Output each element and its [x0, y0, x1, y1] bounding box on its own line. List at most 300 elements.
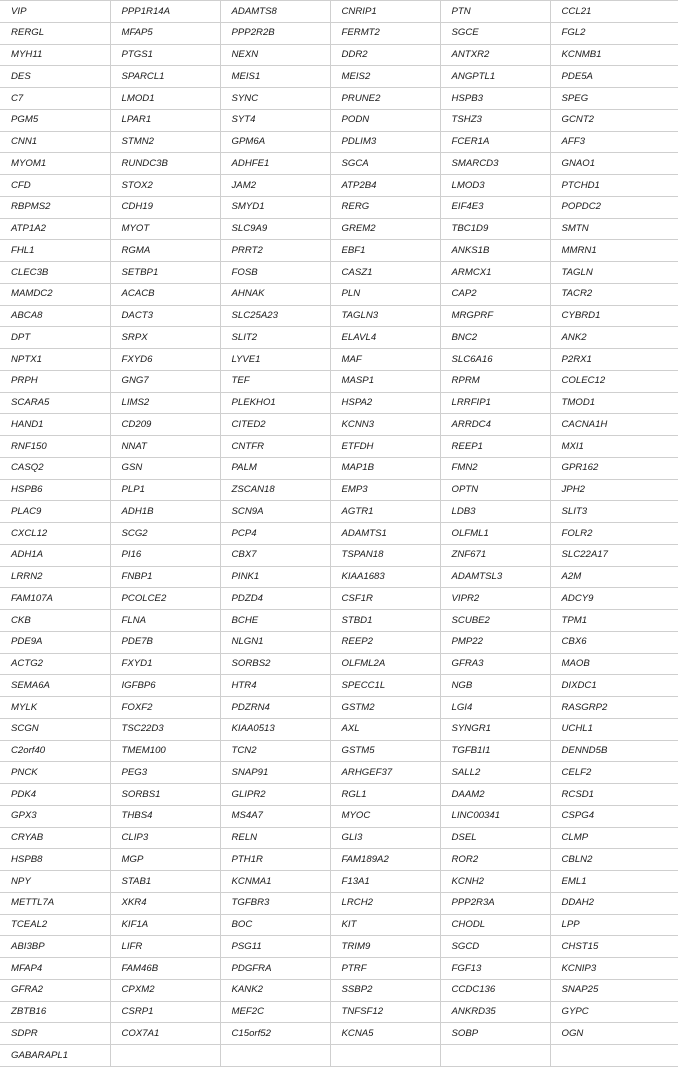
table-row [0, 827, 678, 849]
table-row [0, 610, 678, 632]
gene-cell: ANGPTL1 [440, 66, 550, 88]
gene-cell: SYT4 [220, 109, 330, 131]
gene-cell: SSBP2 [330, 979, 440, 1001]
gene-cell: FERMT2 [330, 22, 440, 44]
gene-cell: TMOD1 [550, 392, 678, 414]
gene-cell: PNCK [0, 762, 110, 784]
table-row [0, 784, 678, 806]
table-row [0, 1001, 678, 1023]
gene-cell: FXYD6 [110, 349, 220, 371]
gene-cell: PRRT2 [220, 240, 330, 262]
gene-cell: CELF2 [550, 762, 678, 784]
gene-cell: RUNDC3B [110, 153, 220, 175]
gene-cell: REEP2 [330, 631, 440, 653]
gene-cell: GREM2 [330, 218, 440, 240]
gene-cell: CXCL12 [0, 523, 110, 545]
table-row [0, 109, 678, 131]
gene-cell: ANTXR2 [440, 44, 550, 66]
gene-cell: GLIPR2 [220, 784, 330, 806]
gene-cell: NGB [440, 675, 550, 697]
gene-cell: TACR2 [550, 283, 678, 305]
gene-cell: SDPR [0, 1023, 110, 1045]
gene-cell: GPM6A [220, 131, 330, 153]
gene-cell: SCUBE2 [440, 610, 550, 632]
gene-cell: CBX6 [550, 631, 678, 653]
gene-cell: LPAR1 [110, 109, 220, 131]
gene-cell: MYOT [110, 218, 220, 240]
gene-cell: CNN1 [0, 131, 110, 153]
gene-cell: STBD1 [330, 610, 440, 632]
gene-cell: CASZ1 [330, 262, 440, 284]
gene-cell: F13A1 [330, 871, 440, 893]
gene-cell: MFAP5 [110, 22, 220, 44]
gene-cell: DAAM2 [440, 784, 550, 806]
gene-cell: FXYD1 [110, 653, 220, 675]
gene-cell: FAM46B [110, 958, 220, 980]
gene-cell: JPH2 [550, 479, 678, 501]
gene-cell: PTGS1 [110, 44, 220, 66]
gene-cell: ADH1B [110, 501, 220, 523]
gene-cell: PINK1 [220, 566, 330, 588]
gene-cell [220, 1045, 330, 1067]
gene-cell: PDZD4 [220, 588, 330, 610]
gene-cell [440, 1045, 550, 1067]
gene-cell: MEIS1 [220, 66, 330, 88]
gene-cell: LMOD3 [440, 175, 550, 197]
gene-cell: FOSB [220, 262, 330, 284]
gene-cell: PPP2R2B [220, 22, 330, 44]
table-row [0, 88, 678, 110]
gene-cell: MAP1B [330, 457, 440, 479]
gene-cell: PTCHD1 [550, 175, 678, 197]
gene-cell: KCNH2 [440, 871, 550, 893]
gene-cell: MEIS2 [330, 66, 440, 88]
gene-cell: ANKRD35 [440, 1001, 550, 1023]
gene-cell: DSEL [440, 827, 550, 849]
gene-cell: ADAMTS8 [220, 1, 330, 23]
gene-cell: CNRIP1 [330, 1, 440, 23]
gene-cell: PCP4 [220, 523, 330, 545]
table-row [0, 958, 678, 980]
gene-cell: MAOB [550, 653, 678, 675]
gene-cell: NPY [0, 871, 110, 893]
gene-cell: DACT3 [110, 305, 220, 327]
table-row [0, 240, 678, 262]
gene-cell: MS4A7 [220, 805, 330, 827]
gene-cell: ROR2 [440, 849, 550, 871]
gene-cell: SOBP [440, 1023, 550, 1045]
gene-cell: SYNGR1 [440, 718, 550, 740]
gene-cell: ZNF671 [440, 544, 550, 566]
gene-cell: PEG3 [110, 762, 220, 784]
gene-cell: FCER1A [440, 131, 550, 153]
gene-cell: ARHGEF37 [330, 762, 440, 784]
gene-cell: NEXN [220, 44, 330, 66]
gene-cell: DDR2 [330, 44, 440, 66]
gene-cell: KIAA1683 [330, 566, 440, 588]
gene-cell: AFF3 [550, 131, 678, 153]
gene-cell: AHNAK [220, 283, 330, 305]
gene-cell: CLMP [550, 827, 678, 849]
table-row [0, 762, 678, 784]
table-row [0, 22, 678, 44]
gene-cell: FNBP1 [110, 566, 220, 588]
gene-cell: LINC00341 [440, 805, 550, 827]
gene-cell: TSC22D3 [110, 718, 220, 740]
table-row [0, 871, 678, 893]
gene-cell: LPP [550, 914, 678, 936]
gene-cell: FAM107A [0, 588, 110, 610]
gene-cell: ABCA8 [0, 305, 110, 327]
gene-cell: GNAO1 [550, 153, 678, 175]
gene-cell: GLI3 [330, 827, 440, 849]
gene-cell: FHL1 [0, 240, 110, 262]
table-row [0, 1045, 678, 1067]
gene-cell: KCNMB1 [550, 44, 678, 66]
gene-cell: PCOLCE2 [110, 588, 220, 610]
gene-cell: SMTN [550, 218, 678, 240]
gene-cell: CITED2 [220, 414, 330, 436]
gene-cell: KCNN3 [330, 414, 440, 436]
gene-cell: LIFR [110, 936, 220, 958]
table-row [0, 327, 678, 349]
table-row [0, 349, 678, 371]
gene-cell: TCN2 [220, 740, 330, 762]
gene-cell: SGCA [330, 153, 440, 175]
gene-cell: NNAT [110, 436, 220, 458]
gene-cell: A2M [550, 566, 678, 588]
table-row [0, 370, 678, 392]
gene-cell: VIPR2 [440, 588, 550, 610]
gene-cell: MEF2C [220, 1001, 330, 1023]
gene-cell: EIF4E3 [440, 196, 550, 218]
gene-cell: PDK4 [0, 784, 110, 806]
gene-cell: STOX2 [110, 175, 220, 197]
gene-cell: SCGN [0, 718, 110, 740]
gene-cell: CNTFR [220, 436, 330, 458]
gene-cell: CCDC136 [440, 979, 550, 1001]
gene-cell: FLNA [110, 610, 220, 632]
gene-cell: MYOC [330, 805, 440, 827]
gene-cell: DDAH2 [550, 892, 678, 914]
gene-cell: LYVE1 [220, 349, 330, 371]
gene-cell: NPTX1 [0, 349, 110, 371]
gene-cell: COX7A1 [110, 1023, 220, 1045]
gene-cell: FGF13 [440, 958, 550, 980]
gene-cell: STMN2 [110, 131, 220, 153]
gene-cell: SALL2 [440, 762, 550, 784]
gene-cell: PTN [440, 1, 550, 23]
gene-cell: PDZRN4 [220, 697, 330, 719]
gene-cell: TMEM100 [110, 740, 220, 762]
table-row [0, 740, 678, 762]
table-row [0, 631, 678, 653]
gene-cell: GFRA3 [440, 653, 550, 675]
table-row [0, 653, 678, 675]
gene-cell: DIXDC1 [550, 675, 678, 697]
gene-cell: KIF1A [110, 914, 220, 936]
gene-cell: HSPA2 [330, 392, 440, 414]
gene-cell: ARRDC4 [440, 414, 550, 436]
gene-cell: ADHFE1 [220, 153, 330, 175]
gene-cell: SLC25A23 [220, 305, 330, 327]
table-row [0, 566, 678, 588]
gene-cell: P2RX1 [550, 349, 678, 371]
table-row [0, 457, 678, 479]
gene-cell: MASP1 [330, 370, 440, 392]
gene-cell: PDLIM3 [330, 131, 440, 153]
gene-cell: SCARA5 [0, 392, 110, 414]
gene-cell: ZSCAN18 [220, 479, 330, 501]
gene-cell: KIT [330, 914, 440, 936]
gene-cell: CYBRD1 [550, 305, 678, 327]
gene-cell: FAM189A2 [330, 849, 440, 871]
gene-cell: KCNA5 [330, 1023, 440, 1045]
gene-cell: HSPB8 [0, 849, 110, 871]
gene-cell: CFD [0, 175, 110, 197]
gene-cell: SGCE [440, 22, 550, 44]
gene-cell: SYNC [220, 88, 330, 110]
table-row [0, 501, 678, 523]
gene-cell: CHODL [440, 914, 550, 936]
gene-cell: CDH19 [110, 196, 220, 218]
gene-cell: PGM5 [0, 109, 110, 131]
gene-cell: SPECC1L [330, 675, 440, 697]
gene-cell: RGMA [110, 240, 220, 262]
gene-cell: HTR4 [220, 675, 330, 697]
gene-cell: CSRP1 [110, 1001, 220, 1023]
gene-cell: RASGRP2 [550, 697, 678, 719]
gene-cell: JAM2 [220, 175, 330, 197]
gene-cell: PTH1R [220, 849, 330, 871]
table-row [0, 523, 678, 545]
gene-cell: GSTM2 [330, 697, 440, 719]
gene-cell: ATP2B4 [330, 175, 440, 197]
gene-cell: RELN [220, 827, 330, 849]
gene-cell: PLAC9 [0, 501, 110, 523]
gene-cell: GCNT2 [550, 109, 678, 131]
table-row [0, 153, 678, 175]
gene-cell: RCSD1 [550, 784, 678, 806]
table-row [0, 436, 678, 458]
gene-cell: TNFSF12 [330, 1001, 440, 1023]
gene-cell: MFAP4 [0, 958, 110, 980]
table-row [0, 479, 678, 501]
gene-cell: PRPH [0, 370, 110, 392]
gene-cell: OPTN [440, 479, 550, 501]
gene-cell: ACTG2 [0, 653, 110, 675]
table-row [0, 544, 678, 566]
gene-cell: SLC6A16 [440, 349, 550, 371]
gene-cell: ACACB [110, 283, 220, 305]
gene-cell: AXL [330, 718, 440, 740]
gene-cell: LRRN2 [0, 566, 110, 588]
gene-cell: FOLR2 [550, 523, 678, 545]
gene-cell: GNG7 [110, 370, 220, 392]
gene-cell: DES [0, 66, 110, 88]
gene-cell: ARMCX1 [440, 262, 550, 284]
table-row [0, 697, 678, 719]
gene-cell: HSPB6 [0, 479, 110, 501]
gene-cell: SORBS2 [220, 653, 330, 675]
gene-cell: DPT [0, 327, 110, 349]
gene-cell: SLIT3 [550, 501, 678, 523]
gene-cell: RPRM [440, 370, 550, 392]
gene-cell: SPARCL1 [110, 66, 220, 88]
gene-cell: SLIT2 [220, 327, 330, 349]
gene-cell: ADAMTSL3 [440, 566, 550, 588]
table-row [0, 718, 678, 740]
table-row [0, 675, 678, 697]
gene-cell: TRIM9 [330, 936, 440, 958]
table-row [0, 283, 678, 305]
gene-cell: SMARCD3 [440, 153, 550, 175]
gene-cell: PRUNE2 [330, 88, 440, 110]
gene-cell [330, 1045, 440, 1067]
gene-cell: FGL2 [550, 22, 678, 44]
gene-cell: LRRFIP1 [440, 392, 550, 414]
gene-cell: TGFBR3 [220, 892, 330, 914]
gene-cell: EML1 [550, 871, 678, 893]
gene-cell: ADAMTS1 [330, 523, 440, 545]
gene-cell: SCN9A [220, 501, 330, 523]
gene-cell: LIMS2 [110, 392, 220, 414]
gene-cell [110, 1045, 220, 1067]
gene-cell: TPM1 [550, 610, 678, 632]
table-row [0, 44, 678, 66]
gene-cell: GPX3 [0, 805, 110, 827]
table-row [0, 849, 678, 871]
gene-cell: PODN [330, 109, 440, 131]
gene-cell: FMN2 [440, 457, 550, 479]
gene-cell: RBPMS2 [0, 196, 110, 218]
gene-cell: GSTM5 [330, 740, 440, 762]
gene-cell: CHST15 [550, 936, 678, 958]
gene-cell: CLIP3 [110, 827, 220, 849]
gene-cell: IGFBP6 [110, 675, 220, 697]
gene-cell: LMOD1 [110, 88, 220, 110]
gene-cell: HAND1 [0, 414, 110, 436]
gene-cell: TSHZ3 [440, 109, 550, 131]
gene-cell: MAF [330, 349, 440, 371]
table-row [0, 392, 678, 414]
gene-cell: CD209 [110, 414, 220, 436]
table-row [0, 914, 678, 936]
gene-cell: SPEG [550, 88, 678, 110]
gene-cell: EBF1 [330, 240, 440, 262]
gene-cell: TAGLN [550, 262, 678, 284]
gene-cell: PLN [330, 283, 440, 305]
gene-cell: CLEC3B [0, 262, 110, 284]
gene-cell: C2orf40 [0, 740, 110, 762]
gene-cell: SLC9A9 [220, 218, 330, 240]
gene-cell: ZBTB16 [0, 1001, 110, 1023]
gene-cell: KCNIP3 [550, 958, 678, 980]
gene-cell: UCHL1 [550, 718, 678, 740]
gene-cell: SORBS1 [110, 784, 220, 806]
gene-cell: CACNA1H [550, 414, 678, 436]
gene-cell: TEF [220, 370, 330, 392]
gene-cell: CRYAB [0, 827, 110, 849]
gene-cell: BOC [220, 914, 330, 936]
gene-cell: THBS4 [110, 805, 220, 827]
gene-cell: TSPAN18 [330, 544, 440, 566]
gene-cell: DENND5B [550, 740, 678, 762]
gene-cell: MMRN1 [550, 240, 678, 262]
gene-cell: KIAA0513 [220, 718, 330, 740]
gene-cell: ABI3BP [0, 936, 110, 958]
gene-cell: OGN [550, 1023, 678, 1045]
gene-cell: XKR4 [110, 892, 220, 914]
gene-cell: PI16 [110, 544, 220, 566]
gene-cell: TCEAL2 [0, 914, 110, 936]
gene-cell: OLFML2A [330, 653, 440, 675]
table-row [0, 131, 678, 153]
gene-cell: PLEKHO1 [220, 392, 330, 414]
gene-cell: CSPG4 [550, 805, 678, 827]
gene-cell: PDE5A [550, 66, 678, 88]
gene-cell: OLFML1 [440, 523, 550, 545]
gene-cell: C15orf52 [220, 1023, 330, 1045]
gene-cell: RGL1 [330, 784, 440, 806]
gene-cell: MAMDC2 [0, 283, 110, 305]
table-row [0, 1, 678, 23]
table-row [0, 262, 678, 284]
gene-cell: AGTR1 [330, 501, 440, 523]
gene-cell: SEMA6A [0, 675, 110, 697]
gene-cell: COLEC12 [550, 370, 678, 392]
gene-cell: ELAVL4 [330, 327, 440, 349]
gene-cell: HSPB3 [440, 88, 550, 110]
gene-cell: CBLN2 [550, 849, 678, 871]
gene-cell: PTRF [330, 958, 440, 980]
gene-cell: RERGL [0, 22, 110, 44]
gene-cell: TGFB1I1 [440, 740, 550, 762]
gene-cell: GFRA2 [0, 979, 110, 1001]
gene-cell: SNAP91 [220, 762, 330, 784]
gene-cell: LDB3 [440, 501, 550, 523]
table-row [0, 936, 678, 958]
gene-cell: ETFDH [330, 436, 440, 458]
gene-cell: PLP1 [110, 479, 220, 501]
table-row [0, 196, 678, 218]
gene-cell: ADH1A [0, 544, 110, 566]
gene-cell: CKB [0, 610, 110, 632]
gene-cell: NLGN1 [220, 631, 330, 653]
gene-cell: REEP1 [440, 436, 550, 458]
gene-cell: CAP2 [440, 283, 550, 305]
gene-cell: TBC1D9 [440, 218, 550, 240]
table-row [0, 805, 678, 827]
gene-cell: CPXM2 [110, 979, 220, 1001]
table-row [0, 175, 678, 197]
gene-cell: GPR162 [550, 457, 678, 479]
gene-cell: LRCH2 [330, 892, 440, 914]
gene-cell: CSF1R [330, 588, 440, 610]
gene-cell: PPP1R14A [110, 1, 220, 23]
gene-cell: STAB1 [110, 871, 220, 893]
table-row [0, 305, 678, 327]
gene-cell: MXI1 [550, 436, 678, 458]
gene-cell: EMP3 [330, 479, 440, 501]
gene-cell: SGCD [440, 936, 550, 958]
gene-cell: PDE7B [110, 631, 220, 653]
gene-cell: ATP1A2 [0, 218, 110, 240]
gene-cell: SETBP1 [110, 262, 220, 284]
gene-cell: CBX7 [220, 544, 330, 566]
gene-cell: BCHE [220, 610, 330, 632]
gene-cell: CCL21 [550, 1, 678, 23]
